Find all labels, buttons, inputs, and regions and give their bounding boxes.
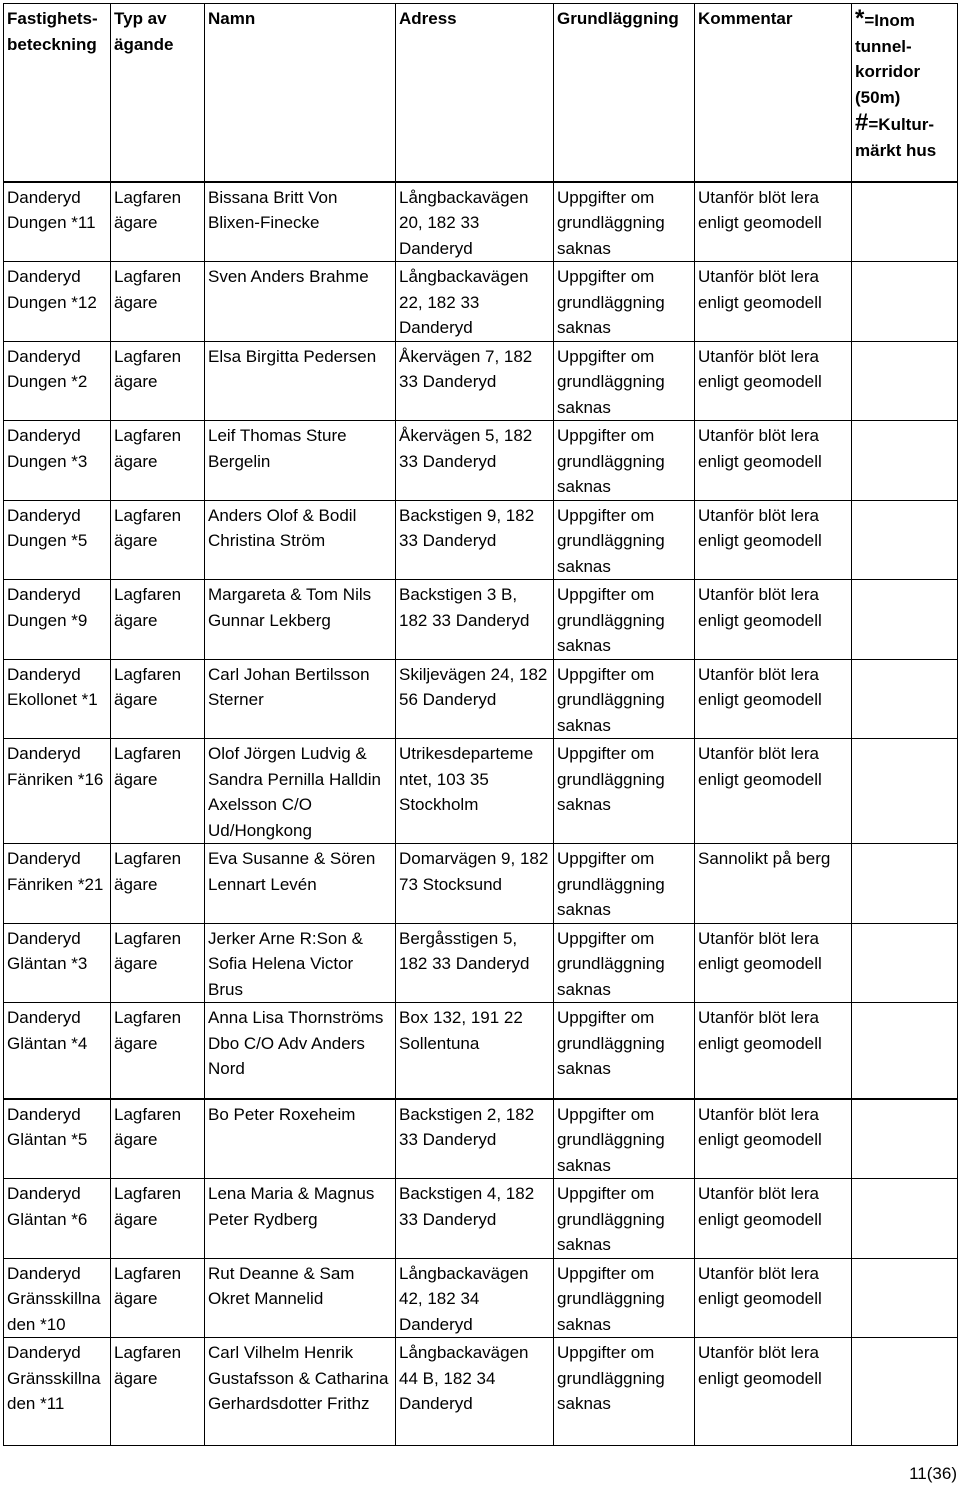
cell-fastighet: Danderyd Gläntan *6: [4, 1179, 111, 1259]
cell-grundlaggning: Uppgifter om grundläggning saknas: [554, 844, 695, 924]
legend-tunnel-text: =Inom tunnel-korridor (50m): [855, 11, 921, 107]
cell-marking: [852, 1338, 958, 1446]
cell-fastighet: Danderyd Ekollonet *1: [4, 659, 111, 739]
table-row: [4, 923, 958, 1003]
header-kommentar: Kommentar: [695, 4, 852, 182]
cell-kommentar: Utanför blöt lera enligt geomodell: [695, 182, 852, 262]
cell-adress: Backstigen 9, 182 33 Danderyd: [396, 500, 554, 580]
cell-kommentar: Utanför blöt lera enligt geomodell: [695, 1003, 852, 1099]
table-row: [4, 421, 958, 501]
legend-hash-symbol: #: [855, 109, 869, 136]
cell-marking: [852, 844, 958, 924]
cell-typ: Lagfaren ägare: [111, 1338, 205, 1446]
cell-namn: Anna Lisa Thornströms Dbo C/O Adv Anders Nord: [205, 1003, 396, 1099]
cell-typ: Lagfaren ägare: [111, 659, 205, 739]
cell-kommentar: Utanför blöt lera enligt geomodell: [695, 923, 852, 1003]
legend-star-symbol: *: [855, 5, 865, 32]
cell-marking: [852, 1099, 958, 1179]
cell-fastighet: Danderyd Gläntan *3: [4, 923, 111, 1003]
cell-namn: Jerker Arne R:Son & Sofia Helena Victor Brus: [205, 923, 396, 1003]
header-typ-av-agande: Typ av ägande: [111, 4, 205, 182]
header-grundlaggning: Grundläggning: [554, 4, 695, 182]
cell-fastighet: Danderyd Dungen *5: [4, 500, 111, 580]
cell-adress: Backstigen 4, 182 33 Danderyd: [396, 1179, 554, 1259]
cell-adress: Bergåsstigen 5, 182 33 Danderyd: [396, 923, 554, 1003]
cell-grundlaggning: Uppgifter om grundläggning saknas: [554, 1099, 695, 1179]
cell-grundlaggning: Uppgifter om grundläggning saknas: [554, 923, 695, 1003]
cell-namn: Rut Deanne & Sam Okret Mannelid: [205, 1258, 396, 1338]
header-fastighetsbeteckning: Fastighets-beteckning: [4, 4, 111, 182]
cell-kommentar: Utanför blöt lera enligt geomodell: [695, 1179, 852, 1259]
cell-adress: Backstigen 3 B, 182 33 Danderyd: [396, 580, 554, 660]
cell-kommentar: Utanför blöt lera enligt geomodell: [695, 1099, 852, 1179]
cell-marking: [852, 341, 958, 421]
table-row: [4, 580, 958, 660]
cell-adress: Långbackavägen 44 B, 182 34 Danderyd: [396, 1338, 554, 1446]
cell-grundlaggning: Uppgifter om grundläggning saknas: [554, 182, 695, 262]
cell-namn: Elsa Birgitta Pedersen: [205, 341, 396, 421]
cell-kommentar: Utanför blöt lera enligt geomodell: [695, 659, 852, 739]
cell-marking: [852, 1003, 958, 1099]
cell-typ: Lagfaren ägare: [111, 739, 205, 844]
cell-fastighet: Danderyd Dungen *2: [4, 341, 111, 421]
table-row: [4, 659, 958, 739]
cell-fastighet: Danderyd Dungen *3: [4, 421, 111, 501]
cell-grundlaggning: Uppgifter om grundläggning saknas: [554, 1003, 695, 1099]
table-row: [4, 844, 958, 924]
cell-grundlaggning: Uppgifter om grundläggning saknas: [554, 739, 695, 844]
cell-typ: Lagfaren ägare: [111, 262, 205, 342]
table-row: [4, 1099, 958, 1179]
cell-fastighet: Danderyd Gränsskillna den *10: [4, 1258, 111, 1338]
table-row: [4, 182, 958, 262]
cell-adress: Långbackavägen 22, 182 33 Danderyd: [396, 262, 554, 342]
table-row: [4, 341, 958, 421]
cell-namn: Olof Jörgen Ludvig & Sandra Pernilla Halldin Axelsson C/O Ud/Hongkong: [205, 739, 396, 844]
cell-kommentar: Utanför blöt lera enligt geomodell: [695, 421, 852, 501]
cell-typ: Lagfaren ägare: [111, 1258, 205, 1338]
cell-kommentar: Utanför blöt lera enligt geomodell: [695, 1338, 852, 1446]
cell-grundlaggning: Uppgifter om grundläggning saknas: [554, 580, 695, 660]
cell-typ: Lagfaren ägare: [111, 341, 205, 421]
table-row: [4, 739, 958, 844]
cell-typ: Lagfaren ägare: [111, 844, 205, 924]
header-adress: Adress: [396, 4, 554, 182]
cell-marking: [852, 923, 958, 1003]
cell-adress: Box 132, 191 22 Sollentuna: [396, 1003, 554, 1099]
cell-marking: [852, 182, 958, 262]
cell-kommentar: Sannolikt på berg: [695, 844, 852, 924]
cell-namn: Carl Vilhelm Henrik Gustafsson & Catharina Gerhardsdotter Frithz: [205, 1338, 396, 1446]
cell-kommentar: Utanför blöt lera enligt geomodell: [695, 739, 852, 844]
cell-typ: Lagfaren ägare: [111, 421, 205, 501]
cell-marking: [852, 1258, 958, 1338]
cell-marking: [852, 580, 958, 660]
cell-fastighet: Danderyd Fänriken *21: [4, 844, 111, 924]
cell-typ: Lagfaren ägare: [111, 1179, 205, 1259]
cell-marking: [852, 500, 958, 580]
cell-fastighet: Danderyd Gläntan *4: [4, 1003, 111, 1099]
cell-namn: Leif Thomas Sture Bergelin: [205, 421, 396, 501]
cell-namn: Bissana Britt Von Blixen-Finecke: [205, 182, 396, 262]
cell-fastighet: Danderyd Dungen *9: [4, 580, 111, 660]
cell-grundlaggning: Uppgifter om grundläggning saknas: [554, 1258, 695, 1338]
cell-adress: Åkervägen 5, 182 33 Danderyd: [396, 421, 554, 501]
cell-typ: Lagfaren ägare: [111, 500, 205, 580]
cell-typ: Lagfaren ägare: [111, 923, 205, 1003]
table-row: [4, 262, 958, 342]
cell-marking: [852, 659, 958, 739]
table-row: [4, 1179, 958, 1259]
table-row: [4, 1003, 958, 1099]
cell-kommentar: Utanför blöt lera enligt geomodell: [695, 262, 852, 342]
cell-adress: Skiljevägen 24, 182 56 Danderyd: [396, 659, 554, 739]
cell-adress: Åkervägen 7, 182 33 Danderyd: [396, 341, 554, 421]
cell-kommentar: Utanför blöt lera enligt geomodell: [695, 341, 852, 421]
cell-namn: Carl Johan Bertilsson Sterner: [205, 659, 396, 739]
header-row: [4, 4, 958, 182]
cell-adress: Domarvägen 9, 182 73 Stocksund: [396, 844, 554, 924]
cell-grundlaggning: Uppgifter om grundläggning saknas: [554, 1179, 695, 1259]
cell-grundlaggning: Uppgifter om grundläggning saknas: [554, 1338, 695, 1446]
cell-grundlaggning: Uppgifter om grundläggning saknas: [554, 659, 695, 739]
cell-kommentar: Utanför blöt lera enligt geomodell: [695, 580, 852, 660]
cell-marking: [852, 262, 958, 342]
cell-grundlaggning: Uppgifter om grundläggning saknas: [554, 262, 695, 342]
cell-grundlaggning: Uppgifter om grundläggning saknas: [554, 500, 695, 580]
cell-namn: Lena Maria & Magnus Peter Rydberg: [205, 1179, 396, 1259]
header-namn: Namn: [205, 4, 396, 182]
cell-marking: [852, 421, 958, 501]
cell-kommentar: Utanför blöt lera enligt geomodell: [695, 500, 852, 580]
cell-grundlaggning: Uppgifter om grundläggning saknas: [554, 341, 695, 421]
cell-fastighet: Danderyd Gränsskillna den *11: [4, 1338, 111, 1446]
cell-marking: [852, 1179, 958, 1259]
cell-typ: Lagfaren ägare: [111, 580, 205, 660]
cell-fastighet: Danderyd Dungen *11: [4, 182, 111, 262]
cell-typ: Lagfaren ägare: [111, 182, 205, 262]
cell-grundlaggning: Uppgifter om grundläggning saknas: [554, 421, 695, 501]
cell-namn: Eva Susanne & Sören Lennart Levén: [205, 844, 396, 924]
cell-adress: Utrikesdeparteme ntet, 103 35 Stockholm: [396, 739, 554, 844]
cell-typ: Lagfaren ägare: [111, 1003, 205, 1099]
cell-namn: Margareta & Tom Nils Gunnar Lekberg: [205, 580, 396, 660]
cell-fastighet: Danderyd Fänriken *16: [4, 739, 111, 844]
cell-namn: Bo Peter Roxeheim: [205, 1099, 396, 1179]
cell-namn: Sven Anders Brahme: [205, 262, 396, 342]
cell-adress: Långbackavägen 42, 182 34 Danderyd: [396, 1258, 554, 1338]
cell-marking: [852, 739, 958, 844]
legend-kultur-text: =Kultur-märkt hus: [855, 115, 937, 160]
legend-cell: [852, 4, 958, 182]
cell-kommentar: Utanför blöt lera enligt geomodell: [695, 1258, 852, 1338]
table-row: [4, 1258, 958, 1338]
cell-adress: Långbackavägen 20, 182 33 Danderyd: [396, 182, 554, 262]
table-row: [4, 500, 958, 580]
property-table: [3, 3, 958, 1446]
table-row: [4, 1338, 958, 1446]
cell-adress: Backstigen 2, 182 33 Danderyd: [396, 1099, 554, 1179]
page-number: 11(36): [909, 1464, 957, 1483]
cell-fastighet: Danderyd Gläntan *5: [4, 1099, 111, 1179]
cell-namn: Anders Olof & Bodil Christina Ström: [205, 500, 396, 580]
cell-fastighet: Danderyd Dungen *12: [4, 262, 111, 342]
cell-typ: Lagfaren ägare: [111, 1099, 205, 1179]
